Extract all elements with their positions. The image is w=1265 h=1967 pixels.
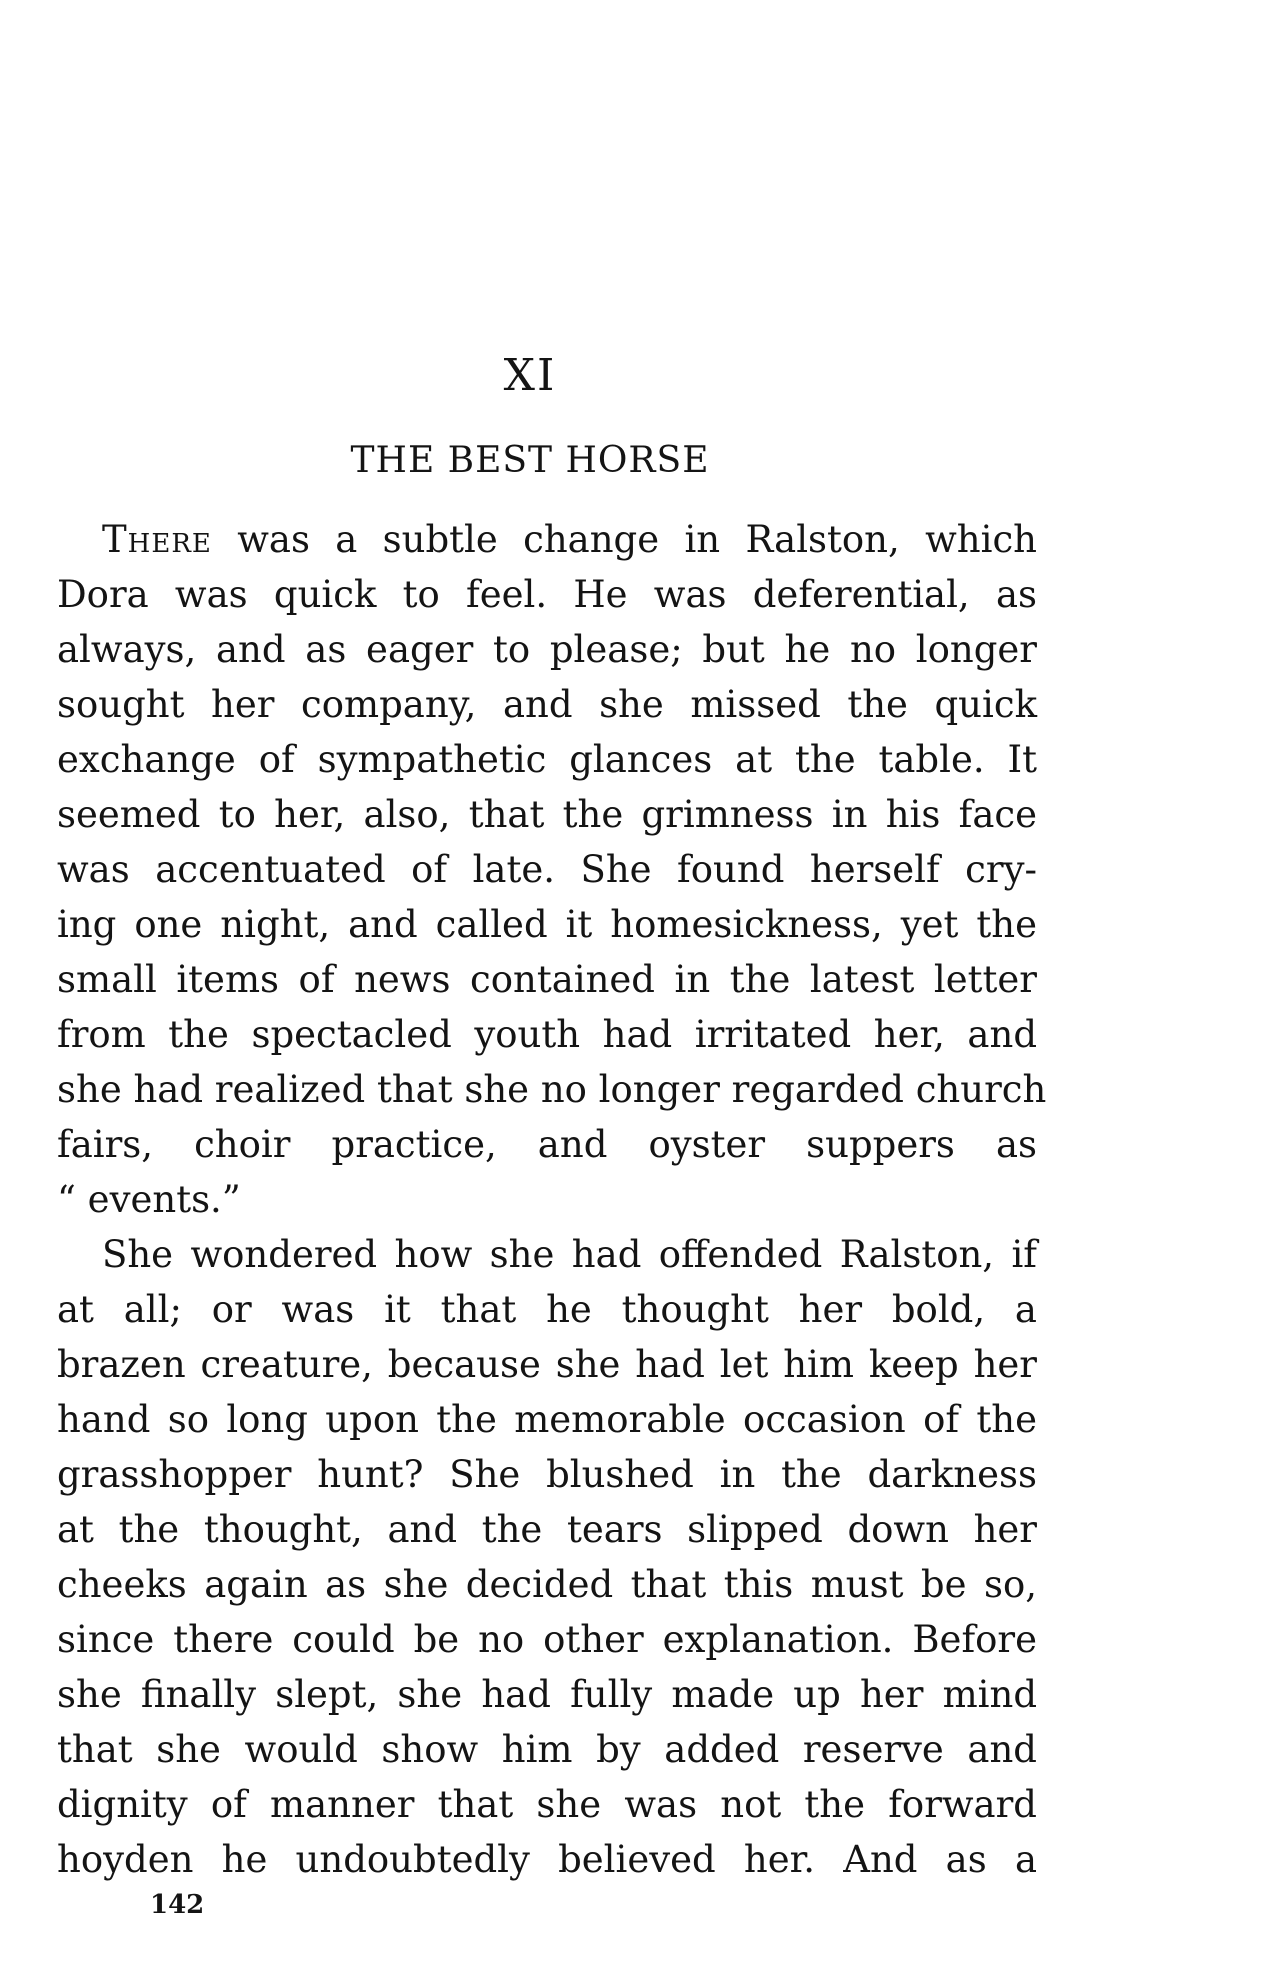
paragraph-2-line: dignity of manner that she was not the forward bbox=[57, 1783, 1037, 1826]
page-number: 142 bbox=[150, 1890, 205, 1920]
paragraph-2-line: at the thought, and the tears slipped down her bbox=[57, 1508, 1037, 1551]
paragraph-1-line: Dora was quick to feel. He was deferential, as bbox=[57, 573, 1037, 616]
paragraph-2-line: hoyden he undoubtedly believed her. And as a bbox=[57, 1838, 1037, 1881]
paragraph-2-line: hand so long upon the memorable occasion of the bbox=[57, 1398, 1037, 1441]
paragraph-1-line: small items of news contained in the latest letter bbox=[57, 958, 1037, 1001]
paragraph-2-line: She wondered how she had offended Ralston, if bbox=[102, 1233, 1037, 1276]
chapter-number: XI bbox=[503, 350, 557, 401]
body-text bbox=[57, 512, 1047, 1887]
paragraph-1-line: ing one night, and called it homesickness, yet the bbox=[57, 903, 1037, 946]
paragraph-1-line: sought her company, and she missed the quick bbox=[57, 683, 1037, 726]
paragraph-2-line: grasshopper hunt? She blushed in the darkness bbox=[57, 1453, 1037, 1496]
lead-word-smallcaps: There bbox=[102, 518, 212, 561]
paragraph-1-line: exchange of sympathetic glances at the table. It bbox=[57, 738, 1037, 781]
chapter-title: THE BEST HORSE bbox=[350, 440, 710, 481]
first-line-rest: was a subtle change in Ralston, which bbox=[211, 518, 1037, 561]
paragraph-1-line: always, and as eager to please; but he no longer bbox=[57, 628, 1037, 671]
paragraph-2-line: brazen creature, because she had let him keep her bbox=[57, 1343, 1037, 1386]
paragraph-1-line: was accentuated of late. She found herself cry- bbox=[57, 848, 1037, 891]
paragraph-2-line: she finally slept, she had fully made up her mind bbox=[57, 1673, 1037, 1716]
paragraph-2-line: since there could be no other explanation. Before bbox=[57, 1618, 1037, 1661]
paragraph-1-line: from the spectacled youth had irritated her, and bbox=[57, 1013, 1037, 1056]
paragraph-2-line: at all; or was it that he thought her bold, a bbox=[57, 1288, 1037, 1331]
paragraph-2-line: cheeks again as she decided that this must be so, bbox=[57, 1563, 1037, 1606]
paragraph-1-line: she had realized that she no longer regarded church bbox=[57, 1068, 1047, 1111]
paragraph-1-last-line: “ events.” bbox=[57, 1178, 241, 1221]
paragraph-1-line: fairs, choir practice, and oyster suppers as bbox=[57, 1123, 1037, 1166]
paragraph-1-line-1 bbox=[57, 512, 1037, 567]
paragraph-1-line: seemed to her, also, that the grimness in his face bbox=[57, 793, 1037, 836]
paragraph-2-line: that she would show him by added reserve and bbox=[57, 1728, 1037, 1771]
